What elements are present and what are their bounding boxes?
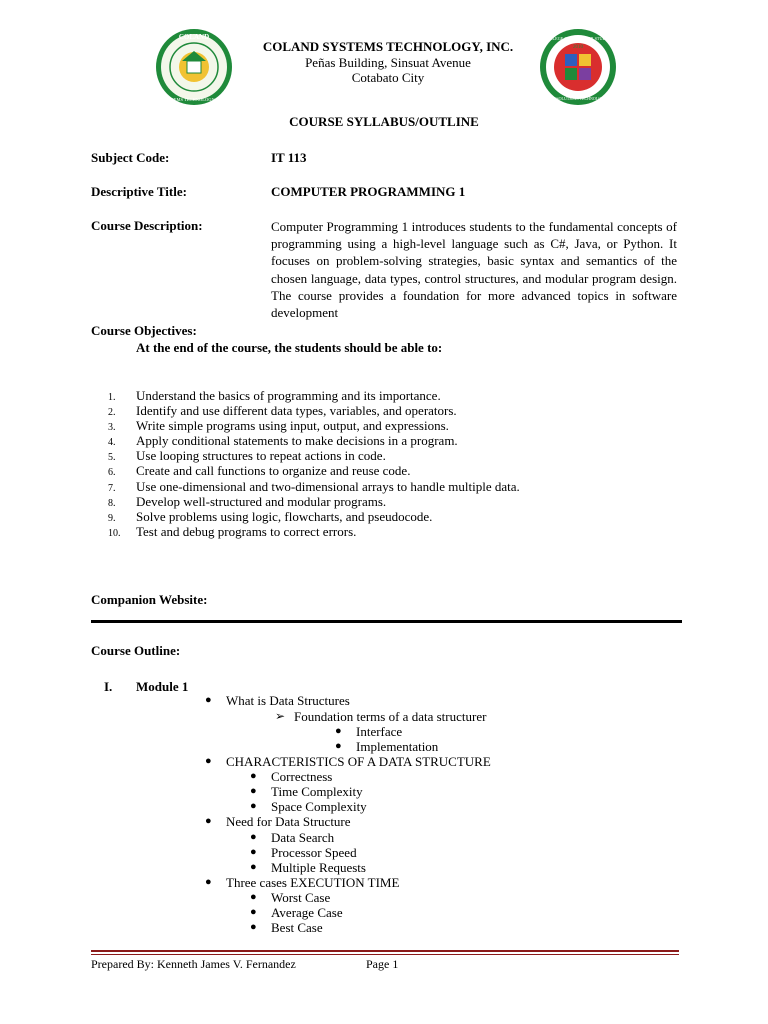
outline-topic [205, 754, 491, 769]
outline-subtopic [250, 920, 323, 935]
outline-subtopic-text: Correctness [271, 769, 333, 784]
bullet-icon: ● [250, 800, 257, 812]
ccs-logo [538, 27, 618, 107]
bullet-icon: ● [250, 770, 257, 782]
course-description-text: Computer Programming 1 introduces students to the fundamental concepts of programming using a high-level language such as C#, Java, or Python. It focuses on problem-solving strategies, basic syntax and semantics of the chosen language, data types, control structures, and modular program design. The course provides a foundation for more advanced topics in software development [271, 219, 677, 321]
org-name: COLAND SYSTEMS TECHNOLOGY, INC. [262, 39, 514, 54]
bullet-icon: ● [205, 876, 212, 888]
arrow-bullet-icon: ➢ [275, 709, 286, 723]
outline-subitem-text: Implementation [356, 739, 439, 754]
objective-item [108, 494, 387, 509]
objective-text: Develop well-structured and modular programs. [136, 494, 387, 509]
outline-subtopic-text: Best Case [271, 920, 323, 935]
footer-divider-thin [91, 954, 679, 955]
objective-number: 4. [108, 437, 116, 448]
module-numeral: I. [104, 679, 113, 694]
module-title: Module 1 [136, 679, 189, 694]
outline-topic-text: What is Data Structures [226, 693, 350, 708]
objective-text: Write simple programs using input, output, and expressions. [136, 418, 449, 433]
bullet-icon: ● [205, 755, 212, 767]
outline-subtopic [250, 769, 333, 784]
objective-text: Create and call functions to organize and reuse code. [136, 463, 411, 478]
coland-logo [154, 27, 234, 107]
outline-topic [205, 875, 400, 890]
footer-divider [91, 950, 679, 952]
bullet-icon: ● [250, 921, 257, 933]
outline-subtopic-text: Average Case [271, 905, 343, 920]
left-logo-text-top: COLAND [178, 33, 210, 41]
objective-text: Identify and use different data types, variables, and operators. [136, 403, 457, 418]
outline-subitem [335, 739, 439, 754]
outline-subitem [335, 724, 403, 739]
outline-topic [205, 693, 350, 708]
address-line-2: Cotabato City [351, 70, 425, 85]
objective-item [108, 448, 386, 463]
course-objectives-label: Course Objectives: [91, 323, 197, 338]
right-logo-year: 2010 [573, 45, 583, 50]
bullet-icon: ● [250, 861, 257, 873]
objective-number: 3. [108, 422, 116, 433]
outline-subtopic-text: Processor Speed [271, 845, 357, 860]
subject-code-value: IT 113 [271, 150, 307, 165]
objective-item [108, 509, 433, 524]
outline-topic [205, 814, 351, 829]
outline-topic-text: Three cases EXECUTION TIME [226, 875, 400, 890]
bullet-icon: ● [250, 785, 257, 797]
objective-text: Apply conditional statements to make decisions in a program. [136, 433, 458, 448]
outline-subtopic [250, 784, 363, 799]
objective-number: 5. [108, 452, 116, 463]
bullet-icon: ● [250, 846, 257, 858]
objective-number: 7. [108, 483, 116, 494]
objective-item [108, 403, 457, 418]
bullet-icon: ● [335, 740, 342, 752]
outline-topic-text: Need for Data Structure [226, 814, 351, 829]
objective-number: 9. [108, 513, 116, 524]
course-description-label: Course Description: [91, 218, 203, 233]
prepared-by: Prepared By: Kenneth James V. Fernandez [91, 957, 296, 971]
left-logo-text-bottom: SYSTEMS TECHNOLOGY, INC. [162, 97, 226, 102]
right-logo-text-top: COLLEGE OF COMPUTER STUDIES [544, 36, 612, 41]
outline-subtopic [250, 845, 357, 860]
objective-item [108, 479, 520, 494]
right-logo-text-bottom: ICT SOLUTIONS TECHNOLOGY [549, 96, 607, 101]
outline-subtopic-text: Worst Case [271, 890, 331, 905]
bullet-icon: ● [250, 891, 257, 903]
outline-subtopic [275, 709, 487, 724]
bullet-icon: ● [250, 906, 257, 918]
outline-subtopic-text: Data Search [271, 830, 335, 845]
objective-number: 2. [108, 407, 116, 418]
objective-number: 6. [108, 467, 116, 478]
descriptive-title-label: Descriptive Title: [91, 184, 187, 199]
address-line-1: Peñas Building, Sinsuat Avenue [305, 55, 471, 70]
objective-number: 8. [108, 498, 116, 509]
bullet-icon: ● [205, 815, 212, 827]
objectives-intro: At the end of the course, the students should be able to: [136, 340, 443, 355]
document-title: COURSE SYLLABUS/OUTLINE [289, 114, 479, 129]
outline-subtopic-text: Foundation terms of a data structurer [294, 709, 487, 724]
section-divider [91, 620, 682, 623]
objective-text: Use one-dimensional and two-dimensional arrays to handle multiple data. [136, 479, 520, 494]
page-number: Page 1 [366, 957, 399, 971]
outline-subtopic-text: Time Complexity [271, 784, 363, 799]
outline-subtopic [250, 860, 366, 875]
outline-subtopic [250, 799, 367, 814]
objective-number: 1. [108, 392, 116, 403]
objective-text: Solve problems using logic, flowcharts, and pseudocode. [136, 509, 433, 524]
outline-subtopic [250, 905, 343, 920]
bullet-icon: ● [335, 725, 342, 737]
bullet-icon: ● [250, 831, 257, 843]
course-outline-label: Course Outline: [91, 643, 181, 658]
outline-subitem-text: Interface [356, 724, 403, 739]
objective-item [108, 418, 449, 433]
outline-subtopic-text: Multiple Requests [271, 860, 366, 875]
companion-website-label: Companion Website: [91, 592, 208, 607]
bullet-icon: ● [205, 694, 212, 706]
objective-item [108, 524, 357, 539]
outline-topic-text: CHARACTERISTICS OF A DATA STRUCTURE [226, 754, 491, 769]
objective-item [108, 463, 411, 478]
outline-subtopic-text: Space Complexity [271, 799, 367, 814]
objective-item [108, 388, 441, 403]
objective-text: Test and debug programs to correct errors. [136, 524, 357, 539]
objective-item [108, 433, 458, 448]
descriptive-title-value: COMPUTER PROGRAMMING 1 [271, 184, 466, 199]
objective-text: Understand the basics of programming and its importance. [136, 388, 441, 403]
objective-text: Use looping structures to repeat actions in code. [136, 448, 386, 463]
objective-number: 10. [108, 528, 121, 539]
outline-subtopic [250, 830, 335, 845]
outline-subtopic [250, 890, 331, 905]
subject-code-label: Subject Code: [91, 150, 170, 165]
